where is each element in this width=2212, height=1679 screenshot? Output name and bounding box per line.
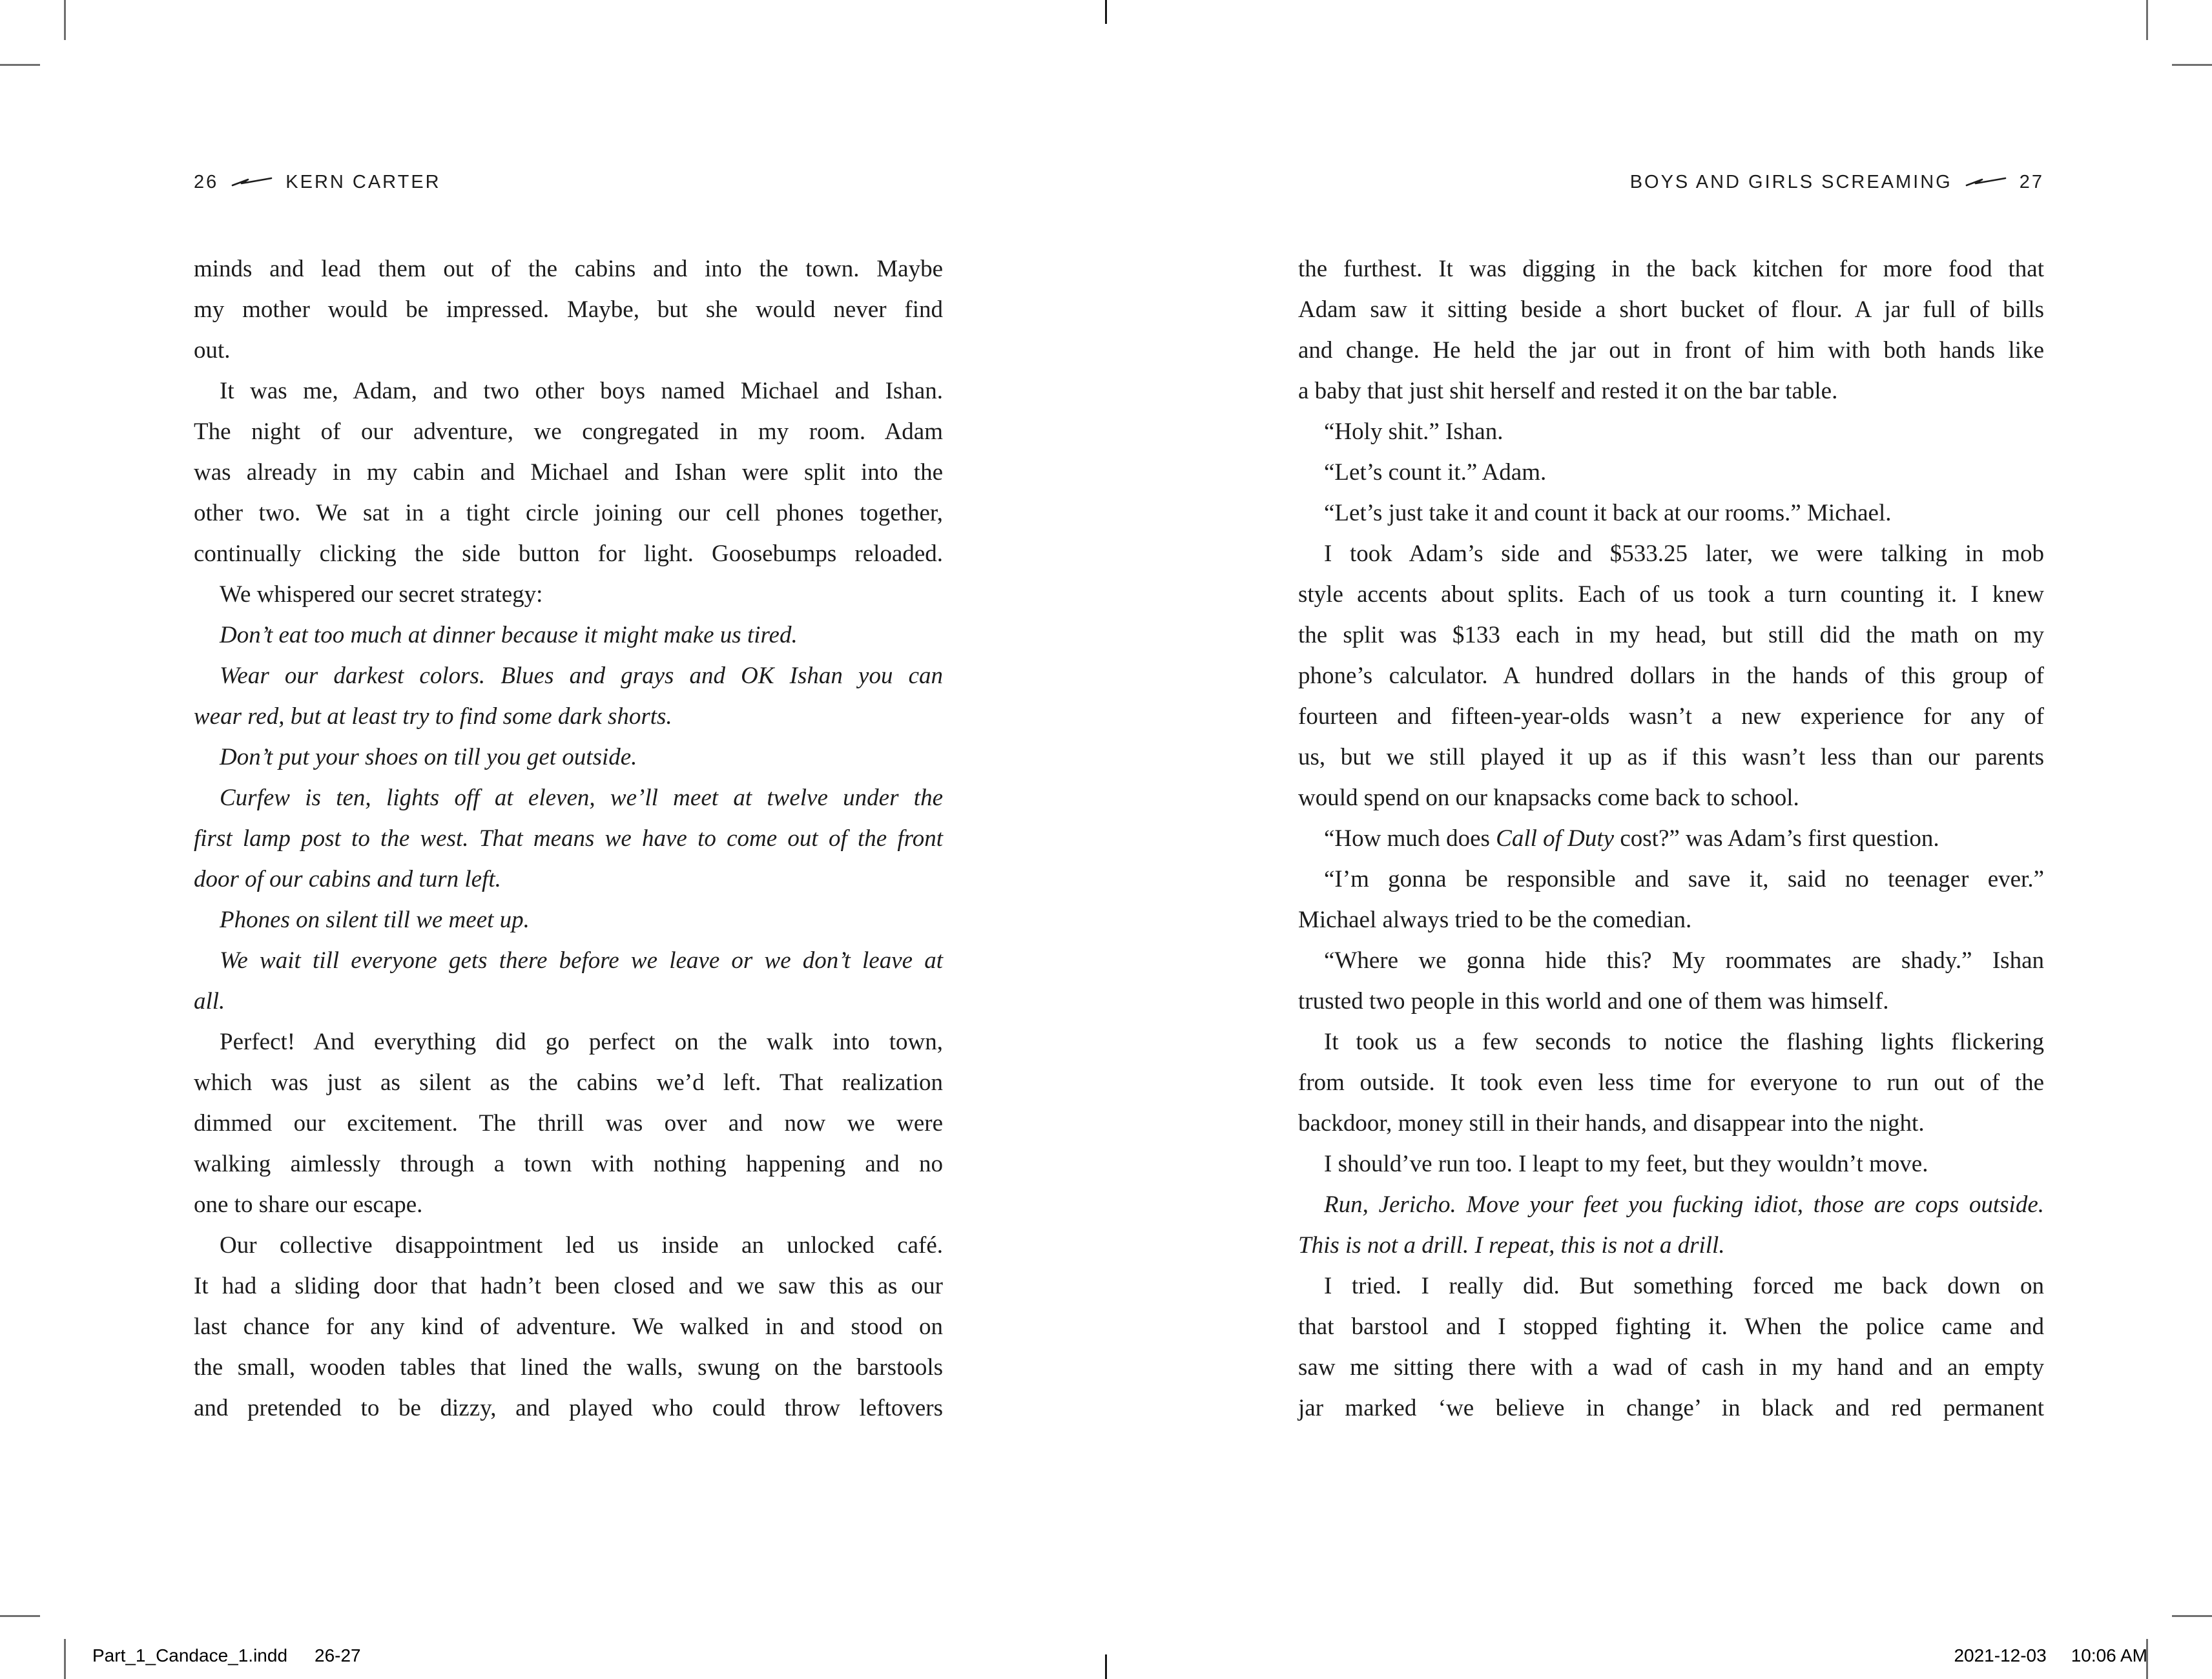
text-line: I should’ve run too. I leapt to my feet, but they wouldn’t move.: [1324, 1151, 1928, 1177]
text-line: the split was $133 each in my head, but still did the math on my: [1298, 622, 2044, 648]
text-line: phone’s calculator. A hundred dollars in the hands of this group of: [1298, 663, 2044, 689]
slug-pages: 26-27: [315, 1645, 361, 1665]
slug-date: 2021-12-03: [1954, 1645, 2047, 1665]
text-line: first lamp post to the west. That means we have to come out of the front: [194, 825, 943, 852]
text-line: I took Adam’s side and $533.25 later, we were talking in mob: [1324, 541, 2044, 567]
text-line: Curfew is ten, lights off at eleven, we’ll meet at twelve under the: [220, 785, 943, 811]
text-line: would spend on our knapsacks come back to school.: [1298, 785, 1799, 811]
text-line: “Holy shit.” Ishan.: [1324, 418, 1504, 445]
text-line: trusted two people in this world and one of them was himself.: [1298, 988, 1889, 1015]
text-line: my mother would be impressed. Maybe, but she would never find: [194, 296, 943, 323]
slug-filename: [92, 1645, 361, 1666]
page-number-left: 26: [194, 172, 219, 192]
text-line: continually clicking the side button for light. Goosebumps reloaded.: [194, 541, 943, 567]
text-line: I tried. I really did. But something forced me back down on: [1324, 1273, 2044, 1299]
text-line: Wear our darkest colors. Blues and grays and OK Ishan you can: [220, 663, 943, 689]
running-head-title-left: KERN CARTER: [285, 172, 441, 192]
crop-mark: [0, 64, 40, 66]
text-line: Don’t eat too much at dinner because it might make us tired.: [220, 622, 798, 648]
center-fold-mark: [1105, 0, 1107, 24]
text-line: Perfect! And everything did go perfect on the walk into town,: [220, 1029, 943, 1055]
slug-time: 10:06 AM: [2071, 1645, 2147, 1665]
text-run: “How much does: [1324, 825, 1496, 852]
text-line: out.: [194, 337, 231, 364]
text-line: the furthest. It was digging in the back kitchen for more food that: [1298, 256, 2044, 282]
running-head-left: [194, 172, 441, 193]
text-line: dimmed our excitement. The thrill was over and now we were: [194, 1110, 943, 1137]
text-line: fourteen and fifteen-year-olds wasn’t a new experience for any of: [1298, 703, 2044, 730]
text-run: cost?” was Adam’s first question.: [1614, 825, 1939, 852]
text-line: [1298, 818, 2044, 859]
text-line: style accents about splits. Each of us took a turn counting it. I knew: [1298, 581, 2044, 608]
text-line: one to share our escape.: [194, 1191, 423, 1218]
text-line: last chance for any kind of adventure. We walked in and stood on: [194, 1313, 943, 1340]
crop-mark: [2172, 64, 2212, 66]
text-line: The night of our adventure, we congregated in my room. Adam: [194, 418, 943, 445]
text-column-left: [194, 249, 943, 1428]
slug-timestamp: [1954, 1645, 2147, 1666]
center-fold-mark: [1105, 1654, 1107, 1679]
text-line: It had a sliding door that hadn’t been closed and we saw this as our: [194, 1273, 943, 1299]
text-line: door of our cabins and turn left.: [194, 866, 501, 892]
text-line: It took us a few seconds to notice the flashing lights flickering: [1324, 1029, 2044, 1055]
text-line: walking aimlessly through a town with nothing happening and no: [194, 1151, 943, 1177]
text-line: Our collective disappointment led us inside an unlocked café.: [220, 1232, 943, 1259]
text-line: “I’m gonna be responsible and save it, said no teenager ever.”: [1324, 866, 2044, 892]
text-line: It was me, Adam, and two other boys named Michael and Ishan.: [220, 378, 943, 404]
text-line: Adam saw it sitting beside a short bucket of flour. A jar full of bills: [1298, 296, 2044, 323]
text-line: all.: [194, 988, 225, 1015]
text-line: a baby that just shit herself and rested it on the bar table.: [1298, 378, 1838, 404]
zigzag-dash-icon: [1965, 176, 2007, 190]
text-line: that barstool and I stopped fighting it. When the police came and: [1298, 1313, 2044, 1340]
page-number-right: 27: [2019, 172, 2044, 192]
crop-mark: [64, 1639, 66, 1679]
text-line: was already in my cabin and Michael and Ishan were split into the: [194, 459, 943, 486]
text-line: Phones on silent till we meet up.: [220, 907, 530, 933]
text-line: We whispered our secret strategy:: [220, 581, 543, 608]
text-line: the small, wooden tables that lined the walls, swung on the barstools: [194, 1354, 943, 1381]
text-line: and change. He held the jar out in front of him with both hands like: [1298, 337, 2044, 364]
text-line: “Where we gonna hide this? My roommates are shady.” Ishan: [1324, 947, 2044, 974]
text-line: Don’t put your shoes on till you get outside.: [220, 744, 637, 770]
text-line: minds and lead them out of the cabins and into the town. Maybe: [194, 256, 943, 282]
running-head-title-right: BOYS AND GIRLS SCREAMING: [1629, 172, 1952, 192]
crop-mark: [0, 1615, 40, 1617]
text-line: us, but we still played it up as if this wasn’t less than our parents: [1298, 744, 2044, 770]
text-line: jar marked ‘we believe in change’ in black and red permanent: [1298, 1395, 2044, 1421]
text-line: wear red, but at least try to find some dark shorts.: [194, 703, 672, 730]
crop-mark: [2172, 1615, 2212, 1617]
text-line: We wait till everyone gets there before we leave or we don’t leave at: [220, 947, 943, 974]
text-line: backdoor, money still in their hands, and disappear into the night.: [1298, 1110, 1925, 1137]
text-line: saw me sitting there with a wad of cash in my hand and an empty: [1298, 1354, 2044, 1381]
crop-mark: [64, 0, 66, 40]
running-head-right: [1298, 172, 2044, 193]
text-column-right: [1298, 249, 2044, 1428]
crop-mark: [2146, 0, 2148, 40]
text-line: “Let’s just take it and count it back at our rooms.” Michael.: [1324, 500, 1892, 526]
text-line: Michael always tried to be the comedian.: [1298, 907, 1692, 933]
text-line: from outside. It took even less time for everyone to run out of the: [1298, 1069, 2044, 1096]
text-line: “Let’s count it.” Adam.: [1324, 459, 1547, 486]
text-line: This is not a drill. I repeat, this is not a drill.: [1298, 1232, 1725, 1259]
text-line: Run, Jericho. Move your feet you fucking idiot, those are cops outside.: [1324, 1191, 2044, 1218]
text-line: and pretended to be dizzy, and played who could throw leftovers: [194, 1395, 943, 1421]
italic-phrase: Call of Duty: [1496, 825, 1615, 852]
text-line: other two. We sat in a tight circle joining our cell phones together,: [194, 500, 943, 526]
zigzag-dash-icon: [231, 176, 273, 190]
text-line: which was just as silent as the cabins we’d left. That realization: [194, 1069, 943, 1096]
slug-file: Part_1_Candace_1.indd: [92, 1645, 288, 1665]
